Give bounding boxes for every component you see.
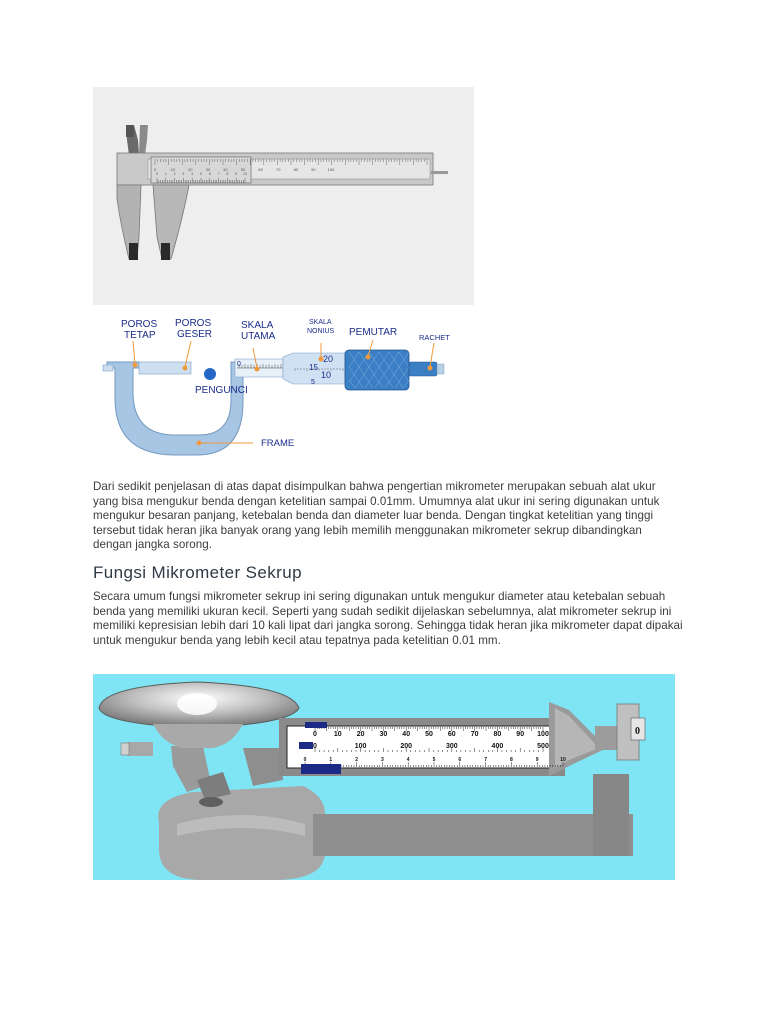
scale-number: 80	[493, 731, 502, 738]
scale-number: 7	[484, 757, 487, 763]
scale-number: 9	[535, 757, 539, 763]
scale-number: 20	[356, 731, 365, 738]
scale-number: 500	[537, 743, 549, 750]
scale-number: 9	[235, 172, 238, 176]
label-skala-nonius-1: SKALA	[309, 319, 332, 326]
label-skala-utama-2: UTAMA	[241, 331, 276, 342]
label-pengunci: PENGUNCI	[195, 385, 248, 396]
label-poros-tetap-2: TETAP	[124, 330, 156, 341]
paragraph-function: Secara umum fungsi mikrometer sekrup ini sering digunakan untuk mengukur diameter atau ketebalan sebuah benda yang memiliki ukuran kecil. Seperti yang sudah sedikit dijelaskan sebelumnya, alat mikrometer sekrup ini memiliki kepresisian lebih dari 10 kali lipat dari jangka sorong. Sehingga tidak heran jika mikrometer dapat dipakai untuk mengukur benda yang lebih kecil atau tepatnya pada ketelitian 0.01 mm.	[93, 590, 683, 647]
scale-number: 4	[406, 757, 410, 763]
sleeve-zero: 0	[237, 361, 241, 368]
label-skala-utama-1: SKALA	[241, 320, 274, 331]
scale-number: 6	[458, 757, 462, 763]
label-rachet: RACHET	[419, 333, 450, 342]
scale-number: 100	[354, 743, 367, 750]
scale-number: 10	[170, 167, 175, 172]
scale-number: 40	[223, 167, 228, 172]
scale-number: 50	[425, 731, 433, 738]
scale-number: 3	[182, 172, 185, 176]
scale-number: 2	[173, 172, 176, 176]
label-skala-nonius-2: NONIUS	[307, 328, 335, 335]
scale-number: 30	[379, 731, 388, 738]
scale-number: 80	[293, 167, 299, 172]
scale-number: 8	[510, 757, 513, 763]
thimble-number: 15	[309, 363, 318, 372]
scale-number: 4	[191, 172, 194, 176]
scale-number: 5	[432, 757, 436, 763]
thimble-number: 20	[323, 354, 334, 364]
section-heading: Fungsi Mikrometer Sekrup	[93, 563, 302, 582]
scale-number: 10	[560, 757, 566, 763]
scale-number: 90	[311, 167, 316, 172]
scale-number: 40	[402, 731, 411, 738]
triple-beam-balance-figure	[93, 674, 675, 880]
scale-number: 200	[400, 743, 413, 750]
scale-number: 90	[516, 731, 525, 738]
scale-number: 400	[491, 743, 504, 750]
zero-mark: 0	[635, 726, 640, 737]
scale-number: 0	[313, 743, 317, 750]
scale-number: 0	[153, 167, 157, 172]
scale-number: 6	[208, 172, 211, 176]
scale-number: 100	[537, 731, 549, 738]
scale-number: 60	[258, 167, 263, 172]
scale-number: 0	[156, 172, 158, 176]
thimble-number: 5	[311, 379, 315, 386]
scale-number: 0	[303, 757, 307, 763]
label-poros-geser-1: POROS	[175, 318, 212, 329]
micrometer-diagram	[93, 312, 474, 474]
scale-number: 2	[355, 757, 358, 763]
scale-number: 50	[240, 167, 246, 172]
scale-number: 7	[217, 172, 220, 176]
scale-number: 70	[275, 167, 281, 172]
scale-number: 3	[381, 757, 384, 763]
vernier-caliper-figure	[93, 87, 474, 305]
scale-number: 300	[445, 743, 458, 750]
scale-number: 8	[226, 172, 229, 176]
thimble-number: 10	[321, 370, 332, 380]
scale-number: 60	[447, 731, 456, 738]
label-frame: FRAME	[261, 438, 295, 449]
label-poros-tetap-1: POROS	[121, 319, 158, 330]
scale-number: 10	[243, 172, 247, 176]
scale-number: 1	[329, 757, 333, 763]
scale-number: 5	[200, 172, 202, 176]
scale-number: 70	[470, 731, 479, 738]
scale-number: 30	[205, 167, 211, 172]
scale-number: 20	[187, 167, 193, 172]
scale-number: 0	[313, 731, 317, 738]
paragraph-definition: Dari sedikit penjelasan di atas dapat disimpulkan bahwa pengertian mikrometer merupakan sebuah alat ukur yang bisa mengukur benda dengan ketelitian sampai 0.01mm. Umumnya alat ukur ini sering digunakan untuk mengukur besaran panjang, ketebalan benda dan diameter luar benda. Dengan tingkat ketelitian yang tinggi tersebut tidak heran jika banyak orang yang lebih memilih menggunakan mikrometer sekrup dibandingkan dengan jangka sorong.	[93, 480, 660, 552]
label-pemutar: PEMUTAR	[349, 327, 398, 338]
label-poros-geser-2: GESER	[177, 329, 213, 340]
scale-number: 100	[327, 167, 335, 172]
scale-number: 10	[333, 731, 342, 738]
scale-number: 1	[164, 172, 167, 176]
